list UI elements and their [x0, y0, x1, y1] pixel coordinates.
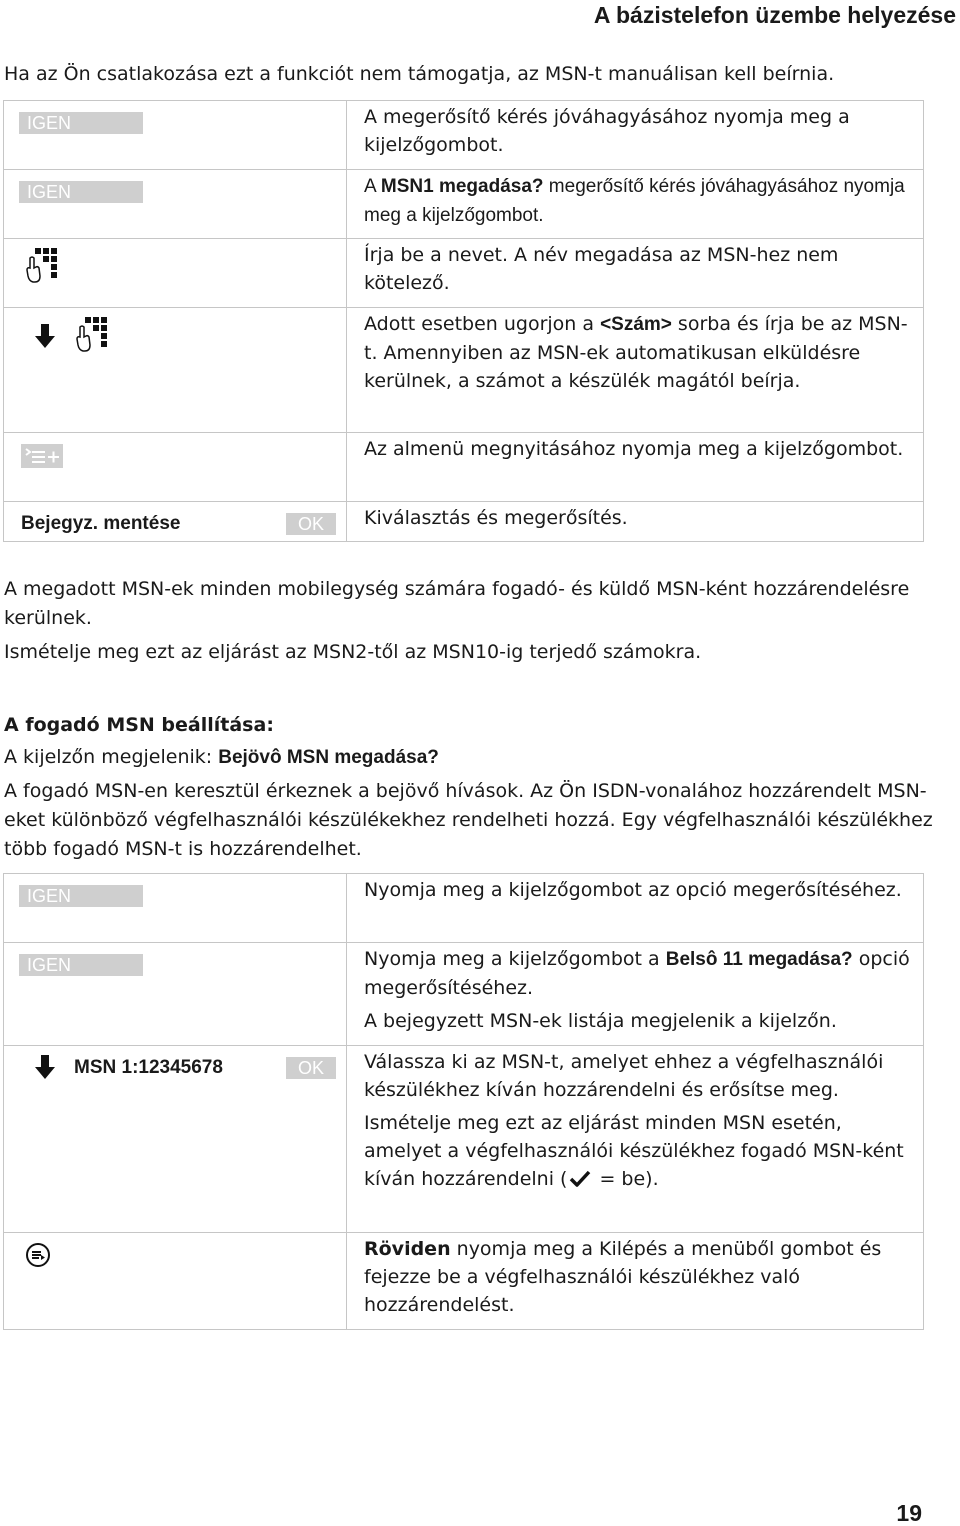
igen-softkey[interactable]: IGEN: [19, 885, 143, 907]
step-text: Kiválasztás és megerősítés.: [364, 507, 628, 529]
section-body: A fogadó MSN-en keresztül érkeznek a bejövő hívások. Az Ön ISDN-vonalához hozzárendelt MSN-eket különböző végfelhasználói készülékekhez rendelheti hozzá. Egy végfelhasználói készülékhez több fogadó MSN-t is hozzárendelhet.: [4, 780, 933, 860]
step-text: Írja be a nevet. A név megadása az MSN-hez nem kötelező.: [364, 244, 839, 294]
step-text: Röviden nyomja meg a Kilépés a menüből gombot és fejezze be a végfelhasználói készülékhez való hozzárendelést.: [364, 1238, 882, 1316]
step-text: Nyomja meg a kijelzőgombot az opció megerősítéséhez.: [364, 879, 902, 901]
table-row: [4, 943, 924, 1046]
keypad-icon: [76, 315, 116, 355]
igen-softkey[interactable]: IGEN: [19, 112, 143, 134]
display-text: MSN1 megadása?: [380, 176, 544, 197]
arrow-down-icon: [35, 1055, 55, 1079]
step-text: Ismételje meg ezt az eljárást minden MSN esetén, amelyet a végfelhasználói készülékhez fogadó MSN-ként kíván hozzárendelni ( = be).: [364, 1112, 904, 1190]
step-text: Az almenü megnyitásához nyomja meg a kijelzőgombot.: [364, 438, 904, 460]
steps-table-2: [3, 873, 924, 1330]
step-text: A MSN1 megadása? megerősítő kérés jóváhagyásához nyomja meg a kijelzőgombot.: [364, 176, 905, 226]
table-row: [4, 433, 924, 502]
keypad-icon: [26, 246, 66, 286]
checkmark-icon: [569, 1170, 591, 1188]
step-text: Nyomja meg a kijelzőgombot a Belsô 11 megadása? opció megerősítéséhez.: [364, 948, 910, 999]
display-text: Belsô 11 megadása?: [665, 949, 853, 970]
step-text: Adott esetben ugorjon a <Szám> sorba és írja be az MSN-t. Amennyiben az MSN-ek automatikusan elküldésre kerülnek, a számot a készülék magától beírja.: [364, 313, 908, 392]
table-row: [4, 308, 924, 433]
step-text: A bejegyzett MSN-ek listája megjelenik a kijelzőn.: [364, 1010, 837, 1032]
page-number: 19: [896, 1500, 922, 1526]
table-row: [4, 874, 924, 943]
table-row: [4, 239, 924, 308]
end-call-icon[interactable]: [25, 1242, 51, 1268]
table-row: [4, 1046, 924, 1233]
menu-option-save-entry[interactable]: Bejegyz. mentése: [21, 513, 181, 534]
table-row: [4, 101, 924, 170]
page-title: A bázistelefon üzembe helyezése: [593, 2, 956, 28]
step-text: Válassza ki az MSN-t, amelyet ehhez a végfelhasználói készülékhez kíván hozzárendelni és erősítse meg.: [364, 1051, 884, 1101]
steps-table-1: [3, 100, 924, 542]
after-table-text: Ismételje meg ezt az eljárást az MSN2-től az MSN10-ig terjedő számokra.: [4, 641, 702, 663]
display-text: Bejövô MSN megadása?: [218, 747, 439, 768]
step-text: A megerősítő kérés jóváhagyásához nyomja meg a kijelzőgombot.: [364, 106, 850, 156]
intro-text: Ha az Ön csatlakozása ezt a funkciót nem támogatja, az MSN-t manuálisan kell beírnia.: [4, 63, 835, 85]
ok-softkey[interactable]: OK: [286, 1057, 336, 1079]
msn-list-entry[interactable]: MSN 1:12345678: [74, 1057, 223, 1078]
table-row: [4, 1233, 924, 1330]
section-heading: A fogadó MSN beállítása:: [4, 714, 274, 736]
igen-softkey[interactable]: IGEN: [19, 181, 143, 203]
igen-softkey[interactable]: IGEN: [19, 954, 143, 976]
display-line: A kijelzőn megjelenik: Bejövô MSN megadása?: [4, 746, 439, 768]
submenu-icon[interactable]: [21, 444, 63, 468]
ok-softkey[interactable]: OK: [286, 513, 336, 535]
after-table-text: A megadott MSN-ek minden mobilegység számára fogadó- és küldő MSN-ként hozzárendelésre kerülnek.: [4, 578, 910, 629]
table-row: [4, 502, 924, 542]
table-row: [4, 170, 924, 239]
arrow-down-icon: [35, 324, 55, 348]
display-text: <Szám>: [600, 314, 672, 335]
